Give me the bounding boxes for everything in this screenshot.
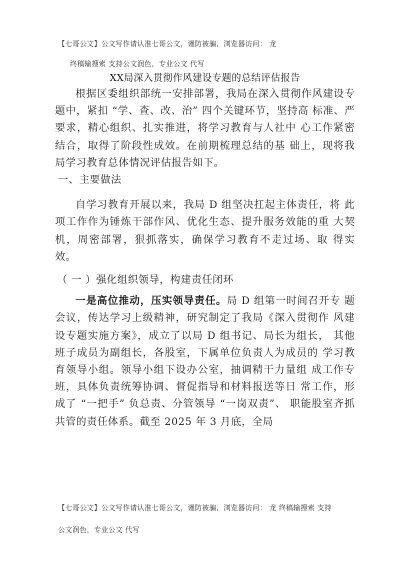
document-title: XX局深入贯彻作风建设专题的总结评估报告 [109, 73, 301, 84]
footer-ad-banner [58, 497, 378, 541]
header-ad-line1: 【七哥公文】公文写作请认准七哥公文，谨防被骗，浏览器访问： 龙 [58, 40, 277, 48]
leadership-body-text: 局 D 组第一时间召开专 题会议，传达学习上级精神，研究制定了我局《深入贯彻作 风建设专题实施方案》，成立了以局 D 组书记、局长为组长， 其他班子成员为副组长，各股室，下属单位负责人为成员的 学习教育领导小组。领导小组下设办公室，抽调精干力量组 成工作专班，具体负责统筹协调、督促指导和材料报送等日 常工作，形成了 “一把手” 负总责、分管领导 “一岗双责”、 职能股室齐抓共管的责任体系。截至 2025 年 3 月底，全局 [55, 296, 355, 428]
footer-ad-line1: 【七哥公文】公文写作请认准七哥公文，谨防被骗，浏览器访问： 龙 终稿输搜索 支持 [58, 504, 332, 512]
header-ad-line2: 终稿输搜索 支持公文润色，专业公文 代写 [70, 60, 205, 68]
practices-paragraph: 自学习教育开展以来，我局 D 组坚决扛起主体责任，将 此项工作作为锤炼干部作风、优化生态、提升服务效能的重 大契机，周密部署，狠抓落实，确保学习教育不走过场、取 得实效。 [55, 200, 355, 263]
section-heading-main-practices: 一、主要做法 [58, 175, 122, 187]
intro-paragraph: 根据区委组织部统一安排部署，我局在深入贯彻作风建设专题中，紧扣 “学、查、改、治” 四个关键环节，坚持高 标准、严要求，精心组织、扎实推进，将学习教育与人社中 心工作紧密结合，取得了阶段性成效。在前期梳理总结的基 础上，现将我局学习教育总体情况评估报告如下。 [55, 89, 355, 169]
header-ad-banner [58, 34, 378, 74]
leadership-lead-text: 一是高位推动，压实领导责任。 [75, 296, 227, 308]
footer-ad-line2: 公文润色，专业公文 代写 [58, 526, 140, 534]
leadership-paragraph [55, 293, 355, 431]
document-body [55, 86, 355, 431]
subsection-heading-leadership: （ 一 ）强化组织领导，构建责任闭环 [57, 275, 234, 287]
